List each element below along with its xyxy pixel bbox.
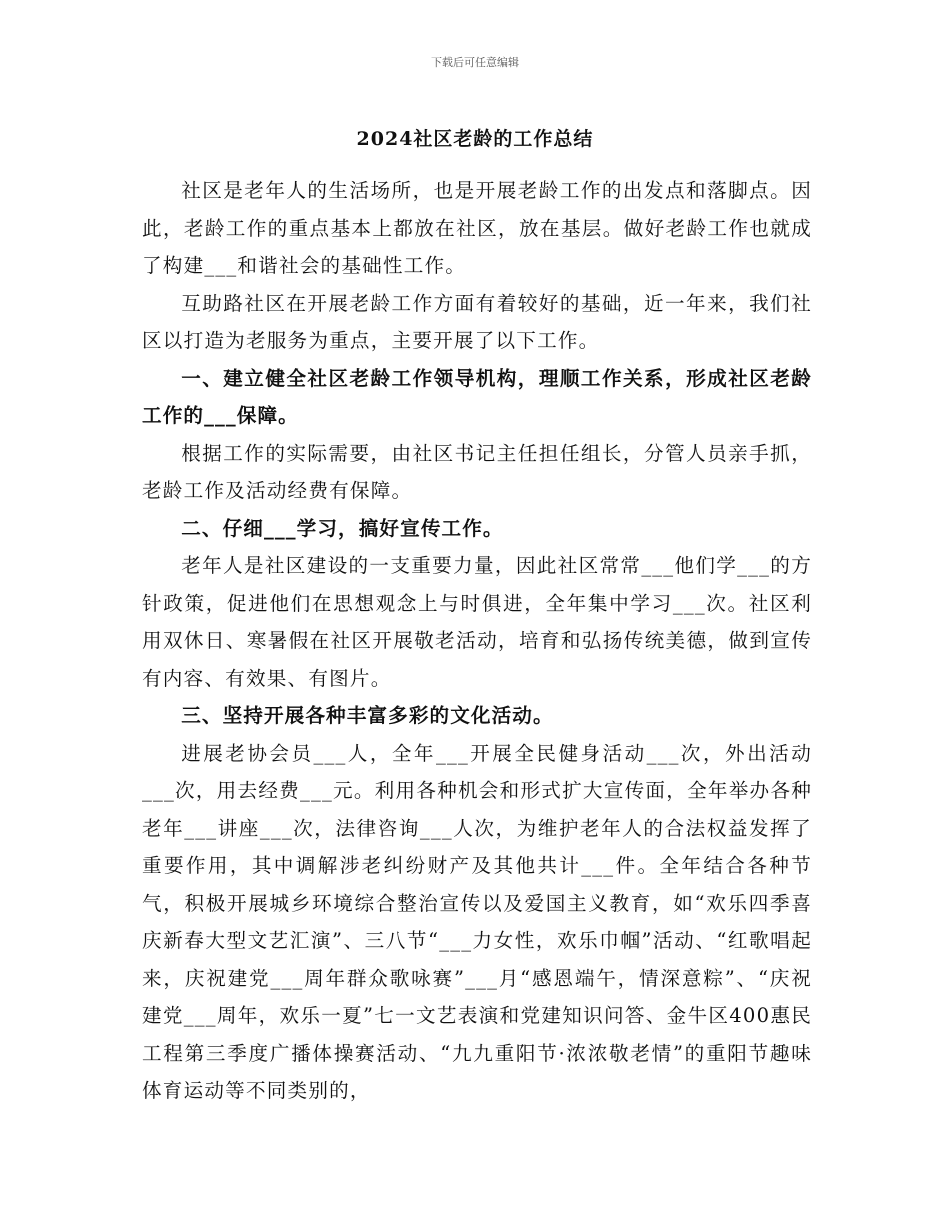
header-note: 下载后可任意编辑 xyxy=(431,56,519,69)
section-heading-1: 一、建立健全社区老龄工作领导机构，理顺工作关系，形成社区老龄工作的___保障。 xyxy=(142,366,812,427)
document-title: 2024社区老龄的工作总结 xyxy=(356,128,594,150)
section-heading-3: 三、坚持开展各种丰富多彩的文化活动。 xyxy=(181,704,554,727)
section-heading-2: 二、仔细___学习，搞好宣传工作。 xyxy=(181,516,504,540)
paragraph-background: 互助路社区在开展老龄工作方面有着较好的基础，近一年来，我们社区以打造为老服务为重点，主要开展了以下工作。 xyxy=(142,291,812,352)
paragraph-section-1: 根据工作的实际需要，由社区书记主任担任组长，分管人员亲手抓，老龄工作及活动经费有保障。 xyxy=(142,441,812,502)
paragraph-intro: 社区是老年人的生活场所，也是开展老龄工作的出发点和落脚点。因此，老龄工作的重点基本上都放在社区，放在基层。做好老龄工作也就成了构建___和谐社会的基础性工作。 xyxy=(142,179,812,277)
paragraph-section-3: 进展老协会员___人，全年___开展全民健身活动___次，外出活动___次，用去经费___元。利用各种机会和形式扩大宣传面，全年举办各种老年___讲座___次，法律咨询___人次，为维护老年人的合法权益发挥了重要作用，其中调解涉老纠纷财产及其他共计___件。全年结合各种节气，积极开展城乡环境综合整治宣传以及爱国主义教育，如“欢乐四季喜庆新春大型文艺汇演”、三八节“___力女性，欢乐巾帼”活动、“红歌唱起来，庆祝建党___周年群众歌咏赛”___月“感恩端午，情深意粽”、“庆祝建党___周年，欢乐一夏”七一文艺表演和党建知识问答、金牛区400惠民工程第三季度广播体操赛活动、“九九重阳节·浓浓敬老情”的重阳节趣味体育运动等不同类别的， xyxy=(142,741,812,1102)
document-body xyxy=(142,172,812,1110)
paragraph-section-2: 老年人是社区建设的一支重要力量，因此社区常常___他们学___的方针政策，促进他们在思想观念上与时俱进，全年集中学习___次。社区利用双休日、寒暑假在社区开展敬老活动，培育和弘扬传统美德，做到宣传有内容、有效果、有图片。 xyxy=(142,554,812,690)
